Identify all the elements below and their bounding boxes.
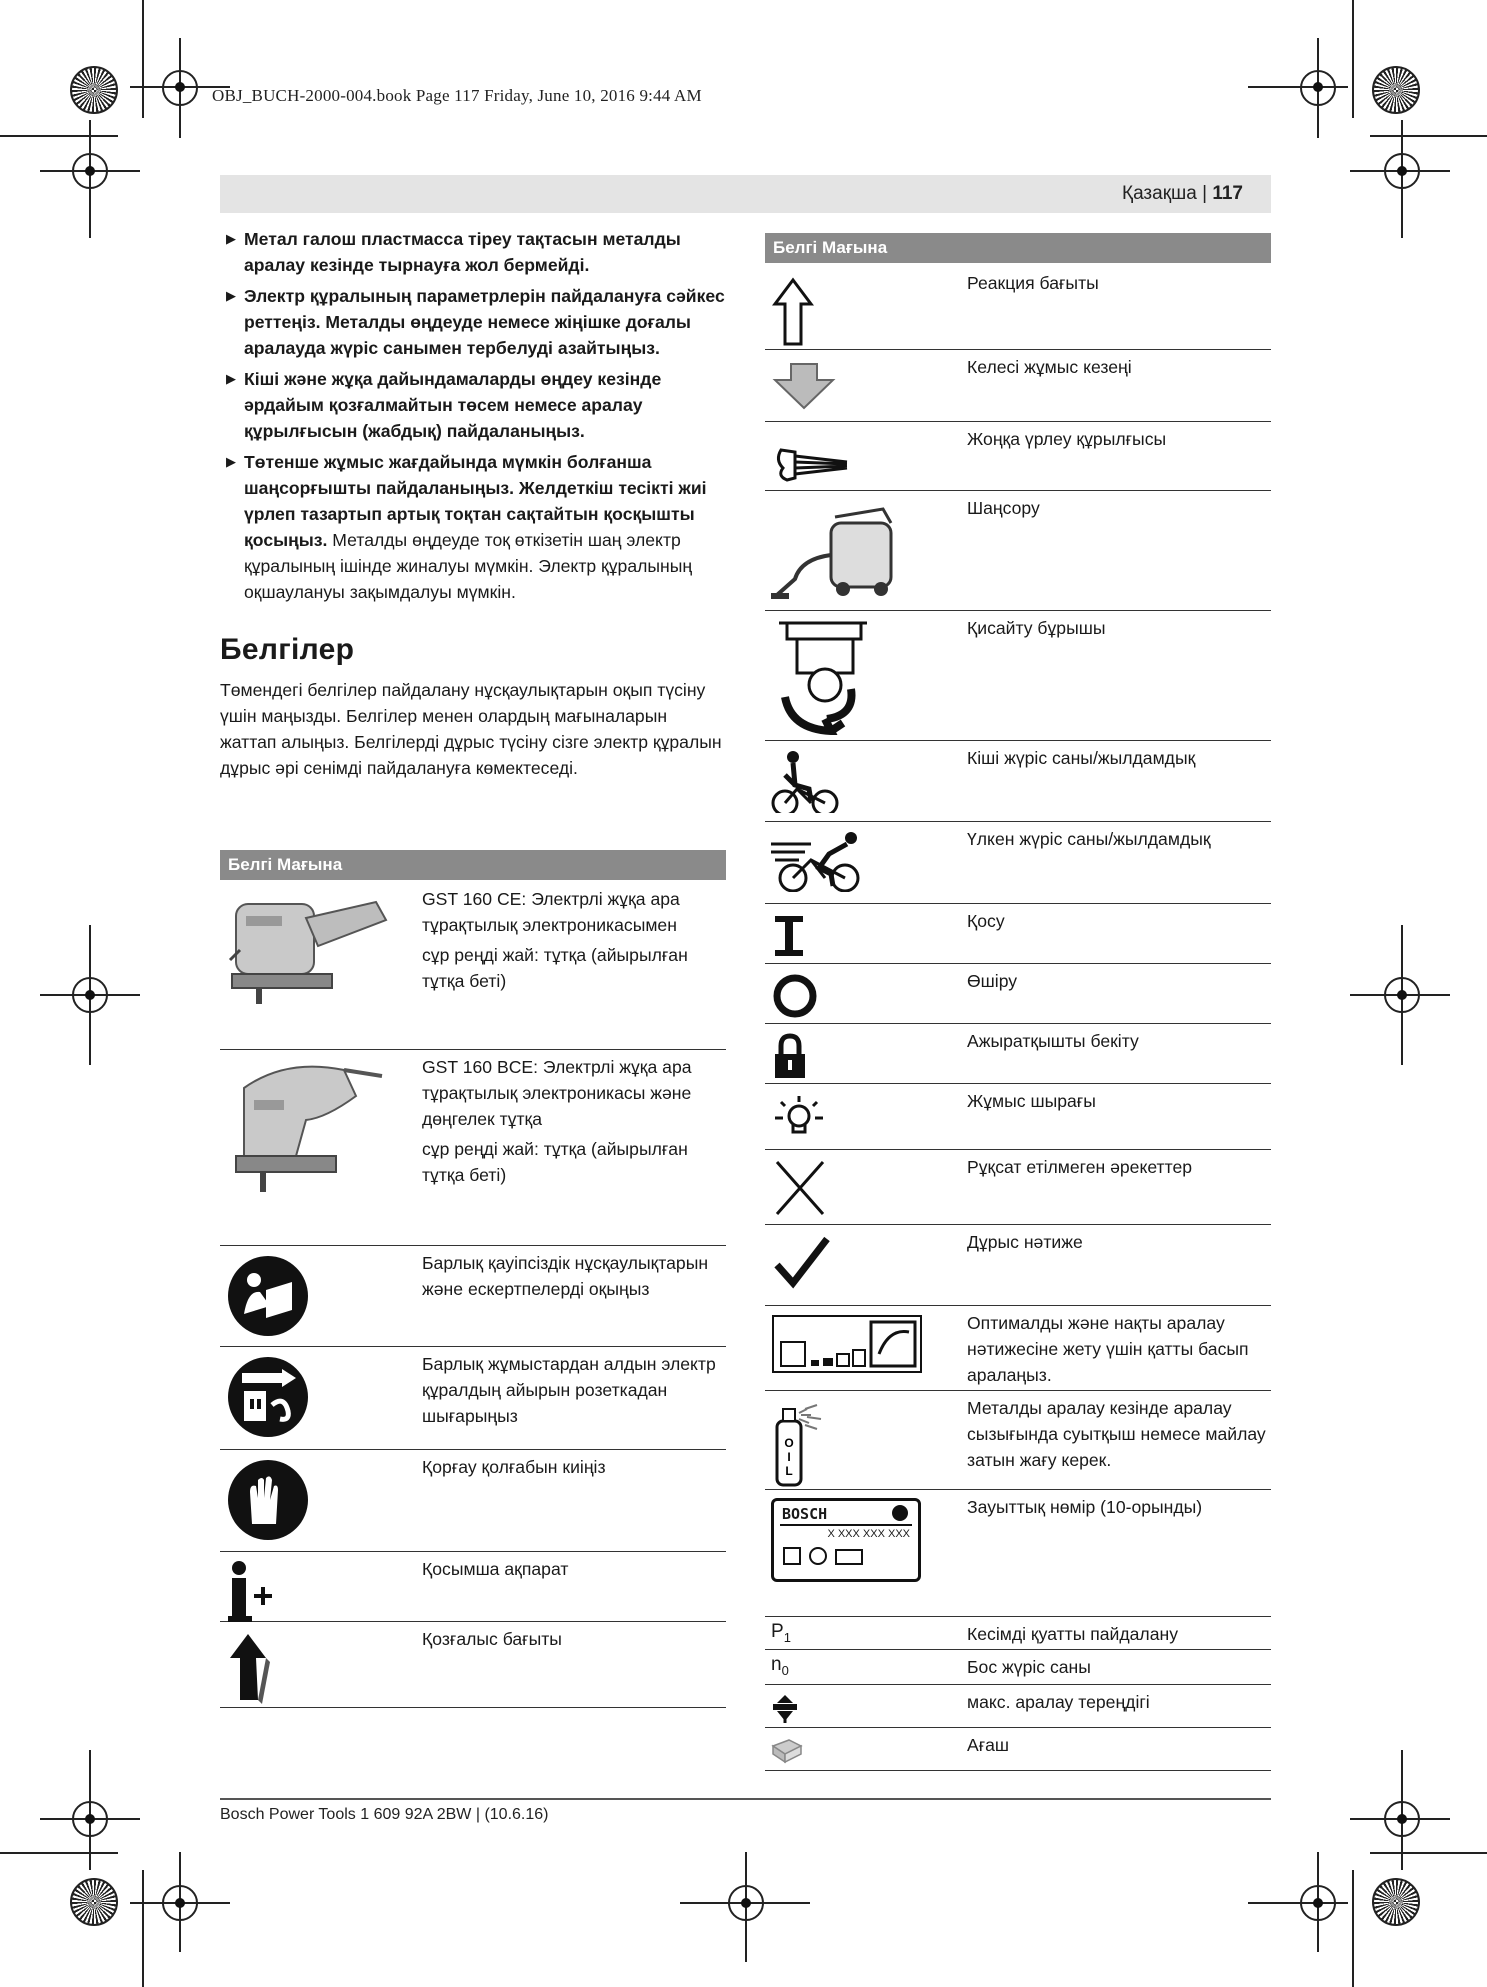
symbol-row bbox=[765, 491, 1271, 611]
meaning-line: Ажыратқышты бекіту bbox=[967, 1031, 1139, 1051]
info-plus-icon bbox=[226, 1560, 274, 1627]
unplug-icon bbox=[226, 1355, 310, 1444]
symbol-row bbox=[765, 1306, 1271, 1391]
nameplate-logo-icon bbox=[892, 1505, 908, 1521]
safety-bold-text: Төтенше жұмыс жағдайында мүмкін болғанша шаңсорғышты пайдаланыңыз. Желдеткіш тесікті жиі үрлеп тазартып артық тоқтан сақтайтын қосқышты қосыңыз. bbox=[244, 452, 707, 550]
svg-text:L: L bbox=[785, 1464, 793, 1478]
page-footer: Bosch Power Tools 1 609 92A 2BW | (10.6.16) bbox=[220, 1806, 549, 1823]
symbol-meaning bbox=[422, 1250, 722, 1302]
print-slug: OBJ_BUCH-2000-004.book Page 117 Friday, June 10, 2016 9:44 AM bbox=[212, 86, 702, 105]
symbol-meaning bbox=[967, 1154, 1267, 1180]
symbol-row bbox=[765, 1685, 1271, 1728]
symbol-meaning bbox=[967, 615, 1267, 641]
symbol-row bbox=[220, 1622, 726, 1708]
meaning-line: Қисайту бұрышы bbox=[967, 618, 1106, 638]
symbol-meaning bbox=[967, 1395, 1267, 1473]
symbol-row bbox=[765, 904, 1271, 964]
symbol-row bbox=[765, 611, 1271, 741]
symbol-row bbox=[220, 1347, 726, 1450]
meaning-line: Үлкен жүріс саны/жылдамдық bbox=[967, 829, 1211, 849]
symbol-meaning bbox=[967, 1621, 1267, 1647]
symbol-row bbox=[765, 1490, 1271, 1617]
symbol-row bbox=[765, 1024, 1271, 1084]
symbol-row bbox=[765, 1650, 1271, 1685]
safety-item bbox=[220, 449, 726, 605]
safety-normal-text: Металды өңдеуде тоқ өткізетін шаң электр құралының ішінде жиналуы мүмкін. Электр құралының оқшаулануы зақымдалуы мүмкін. bbox=[244, 530, 693, 602]
symbol-meaning bbox=[967, 908, 1267, 934]
meaning-line: Қозғалыс бағыты bbox=[422, 1629, 562, 1649]
symbol-row bbox=[765, 1728, 1271, 1771]
wood-icon bbox=[771, 1736, 803, 1769]
safety-item bbox=[220, 226, 726, 278]
bevel-angle-icon bbox=[771, 619, 871, 740]
reaction-arrow-icon bbox=[771, 274, 815, 353]
symbol-main: n bbox=[771, 1654, 782, 1675]
movement-arrow-icon bbox=[226, 1630, 272, 1713]
symbol-row bbox=[765, 422, 1271, 491]
symbol-row bbox=[765, 964, 1271, 1024]
symbol-meaning bbox=[967, 1689, 1267, 1715]
meaning-line: Қосымша ақпарат bbox=[422, 1559, 569, 1579]
meaning-line: макс. аралау тереңдігі bbox=[967, 1692, 1150, 1712]
symbol-meaning bbox=[422, 1054, 722, 1188]
symbol-row bbox=[765, 822, 1271, 904]
nameplate-serial: X XXX XXX XXX bbox=[827, 1528, 910, 1540]
symbol-row bbox=[220, 1246, 726, 1347]
symbol-row bbox=[220, 882, 726, 1050]
symbol-meaning bbox=[422, 1351, 722, 1429]
symbol-row bbox=[765, 741, 1271, 822]
meaning-line: Ағаш bbox=[967, 1735, 1010, 1755]
gloves-icon bbox=[226, 1458, 310, 1547]
meaning-line: GST 160 BCE: Электрлі жұқа ара тұрақтылық электроникасы және дөңгелек тұтқа bbox=[422, 1057, 692, 1129]
symbol-meaning bbox=[422, 886, 722, 994]
nameplate-brand: BOSCH bbox=[782, 1505, 828, 1523]
meaning-line: Рұқсат етілмеген әрекеттер bbox=[967, 1157, 1193, 1177]
meaning-line: Барлық қауіпсіздік нұсқаулықтарын және ескертпелерді оқыңыз bbox=[422, 1253, 709, 1299]
meaning-line: Оптималды және нақты аралау нәтижесіне жету үшін қатты басып аралаңыз. bbox=[967, 1313, 1249, 1385]
symbol-meaning bbox=[967, 495, 1267, 521]
switch-off-icon bbox=[771, 972, 819, 1025]
jigsaw-gst160bce-icon bbox=[226, 1058, 391, 1203]
next-step-arrow-icon bbox=[771, 358, 837, 415]
color-target-icon bbox=[70, 1878, 118, 1926]
safety-item bbox=[220, 366, 726, 444]
table-header-left: Белгі Мағына bbox=[220, 850, 726, 880]
symbol-row bbox=[220, 1050, 726, 1246]
low-speed-cyclist-icon bbox=[771, 749, 841, 818]
meaning-line: Дұрыс нәтиже bbox=[967, 1232, 1083, 1252]
high-speed-cyclist-icon bbox=[771, 830, 865, 897]
meaning-line: Жоңқа үрлеу құрылғысы bbox=[967, 429, 1167, 449]
symbol-row bbox=[765, 1150, 1271, 1225]
symbol-meaning bbox=[967, 354, 1267, 380]
symbol-row bbox=[765, 266, 1271, 350]
jigsaw-gst160ce-icon bbox=[226, 890, 391, 1023]
color-target-icon bbox=[1372, 1878, 1420, 1926]
symbol-meaning bbox=[967, 1028, 1267, 1054]
bullet-arrow-icon: ▶ bbox=[226, 231, 236, 246]
symbol-meaning bbox=[967, 426, 1267, 452]
meaning-line: сұр реңді жай: тұтқа (айырылған тұтқа беті) bbox=[422, 945, 688, 991]
meaning-line: Кіші жүріс саны/жылдамдық bbox=[967, 748, 1196, 768]
symbol-meaning bbox=[967, 1310, 1267, 1388]
safety-bold-text: Электр құралының параметрлерін пайдалануға сәйкес реттеңіз. Металды өңдеуде немесе жіңішке доғалы аралауда жүріс санымен тербелуді азайтыңыз. bbox=[244, 286, 725, 358]
symbol-meaning bbox=[967, 1732, 1267, 1758]
nameplate-rule bbox=[780, 1524, 912, 1526]
meaning-line: Металды аралау кезінде аралау сызығында суытқыш немесе майлау затын жағу керек. bbox=[967, 1398, 1266, 1470]
meaning-line: Қосу bbox=[967, 911, 1005, 931]
symbol-letter bbox=[771, 1621, 791, 1645]
cut-depth-icon bbox=[771, 1693, 801, 1730]
pressure-gauge-icon bbox=[771, 1314, 923, 1379]
svg-text:O: O bbox=[784, 1436, 794, 1450]
meaning-line: сұр реңді жай: тұтқа (айырылған тұтқа беті) bbox=[422, 1139, 688, 1185]
symbol-meaning bbox=[967, 968, 1267, 994]
header-separator: | bbox=[1202, 183, 1208, 204]
work-light-icon bbox=[771, 1092, 827, 1143]
symbol-letter bbox=[771, 1654, 789, 1678]
bullet-arrow-icon: ▶ bbox=[226, 371, 236, 386]
symbol-meaning bbox=[967, 1088, 1267, 1114]
symbol-subscript: 0 bbox=[781, 1662, 789, 1678]
symbol-meaning bbox=[967, 826, 1267, 852]
bullet-arrow-icon: ▶ bbox=[226, 288, 236, 303]
color-target-icon bbox=[70, 66, 118, 114]
symbol-meaning bbox=[422, 1454, 722, 1480]
safety-item bbox=[220, 283, 726, 361]
checkmark-icon bbox=[771, 1233, 833, 1298]
left-column bbox=[220, 226, 726, 781]
nameplate-symbols bbox=[782, 1546, 866, 1571]
bullet-arrow-icon: ▶ bbox=[226, 454, 236, 469]
prohibited-icon bbox=[771, 1158, 829, 1223]
symbol-meaning bbox=[422, 1626, 722, 1652]
symbol-row bbox=[220, 1450, 726, 1552]
symbol-meaning bbox=[967, 1654, 1267, 1680]
section-name: Қазақша bbox=[1122, 183, 1197, 204]
read-manual-icon bbox=[226, 1254, 310, 1343]
meaning-line: GST 160 CE: Электрлі жұқа ара тұрақтылық электроникасымен bbox=[422, 889, 680, 935]
meaning-line: Шаңсору bbox=[967, 498, 1040, 518]
color-target-icon bbox=[1372, 66, 1420, 114]
symbol-meaning bbox=[967, 745, 1267, 771]
page-number: 117 bbox=[1212, 183, 1243, 204]
meaning-line: Бос жүріс саны bbox=[967, 1657, 1091, 1677]
meaning-line: Қорғау қолғабын киіңіз bbox=[422, 1457, 606, 1477]
symbol-row bbox=[765, 1225, 1271, 1306]
switch-on-icon bbox=[771, 912, 807, 965]
symbol-row bbox=[765, 350, 1271, 422]
meaning-line: Барлық жұмыстардан алдын электр құралдың айырын розеткадан шығарыңыз bbox=[422, 1354, 716, 1426]
footer-rule bbox=[220, 1798, 1271, 1800]
meaning-line: Келесі жұмыс кезеңі bbox=[967, 357, 1132, 377]
section-intro: Төмендегі белгілер пайдалану нұсқаулықтарын оқып түсіну үшін маңызды. Белгілер менен олардың мағыналарын жаттап алыңыз. Белгілерді дұрыс түсіну сізге электр құралын дұрыс әрі сенімді пайдалануға көмектеседі. bbox=[220, 680, 722, 778]
vacuum-cleaner-icon bbox=[771, 499, 893, 608]
symbol-meaning bbox=[967, 1229, 1267, 1255]
svg-text:I: I bbox=[787, 1450, 791, 1464]
meaning-line: Реакция бағыты bbox=[967, 273, 1099, 293]
meaning-line: Өшіру bbox=[967, 971, 1018, 991]
page-header bbox=[220, 175, 1271, 213]
symbol-meaning bbox=[422, 1556, 722, 1582]
section-title: Белгілер bbox=[220, 633, 355, 666]
chip-blower-icon bbox=[771, 430, 849, 493]
safety-bold-text: Метал галош пластмасса тіреу тақтасын металды аралау кезінде тырнауға жол бермейді. bbox=[244, 229, 681, 275]
symbol-row bbox=[765, 1391, 1271, 1490]
meaning-line: Зауыттық нөмір (10-орынды) bbox=[967, 1497, 1203, 1517]
symbol-row bbox=[220, 1552, 726, 1622]
symbol-main: P bbox=[771, 1621, 784, 1642]
symbol-meaning bbox=[967, 1494, 1267, 1520]
oil-spray-icon bbox=[771, 1399, 823, 1494]
symbol-row bbox=[765, 1617, 1271, 1650]
safety-list bbox=[220, 226, 726, 605]
safety-bold-text: Кіші және жұқа дайындамаларды өңдеу кезінде әрдайым қозғалмайтын төсем немесе аралау құрылғысын (жабдық) пайдаланыңыз. bbox=[244, 369, 662, 441]
lock-icon bbox=[771, 1032, 809, 1085]
nameplate-icon bbox=[771, 1498, 921, 1582]
symbol-row bbox=[765, 1084, 1271, 1150]
table-header-right: Белгі Мағына bbox=[765, 233, 1271, 263]
symbol-subscript: 1 bbox=[783, 1629, 791, 1645]
meaning-line: Кесімді қуатты пайдалану bbox=[967, 1624, 1178, 1644]
symbol-meaning bbox=[967, 270, 1267, 296]
meaning-line: Жұмыс шырағы bbox=[967, 1091, 1096, 1111]
